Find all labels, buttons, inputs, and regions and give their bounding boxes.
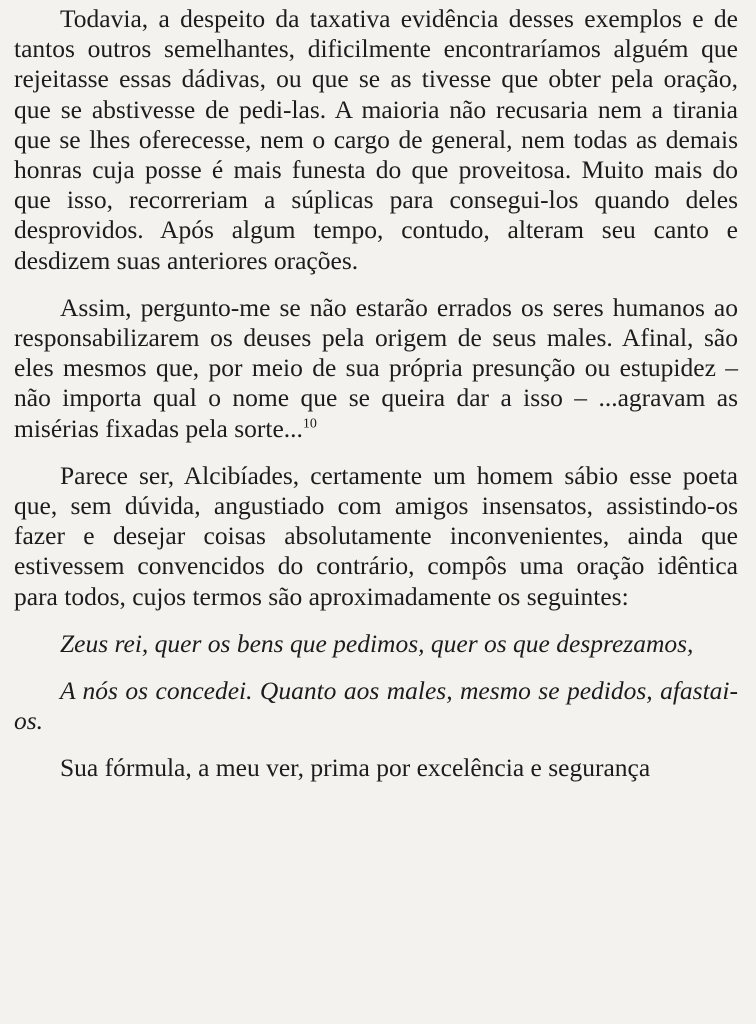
paragraph-4-start: [14, 753, 738, 783]
footnote-reference[interactable]: 10: [302, 416, 317, 432]
paragraph-2-text: Assim, pergunto-me se não estarão errados os seres humanos ao responsabilizarem os deuses pela origem de seus males. Afinal, são eles mesmos que, por meio de sua própria presunção ou estupidez – não importa qual o nome que se queira dar a isso – ...agravam as misérias fixadas pela sorte...: [14, 292, 738, 443]
paragraph-3-text: Parece ser, Alcibíades, certamente um homem sábio esse poeta que, sem dúvida, angustiado com amigos insensatos, assistindo-os fazer e desejar coisas absolutamente inconvenientes, ainda que estivessem convencidos do contrário, compôs uma oração idêntica para todos, cujos termos são aproximadamente os seguintes:: [14, 460, 738, 611]
paragraph-3: [14, 461, 738, 612]
verse-1: [14, 629, 738, 659]
verse-2-text: A nós os concedei. Quanto aos males, mesmo se pedidos, afastai-os.: [14, 676, 738, 736]
verse-1-text: Zeus rei, quer os bens que pedimos, quer os que desprezamos,: [60, 628, 694, 658]
paragraph-2: [14, 293, 738, 444]
paragraph-4-text: Sua fórmula, a meu ver, prima por excelência e segurança: [60, 753, 651, 783]
paragraph-1: [14, 4, 738, 276]
verse-2: [14, 676, 738, 736]
paragraph-1-text: Todavia, a despeito da taxativa evidência desses exemplos e de tantos outros semelhantes, dificilmente encontraríamos alguém que rejeitasse essas dádivas, ou que se as tivesse que obter pela oração, que se abstivesse de pedi-las. A maioria não recusaria nem a tirania que se lhes oferecesse, nem o cargo de general, nem todas as demais honras cuja posse é mais funesta do que proveitosa. Muito mais do que isso, recorreriam a súplicas para consegui-los quando deles desprovidos. Após algum tempo, contudo, alteram seu canto e desdizem suas anteriores orações.: [14, 4, 738, 275]
